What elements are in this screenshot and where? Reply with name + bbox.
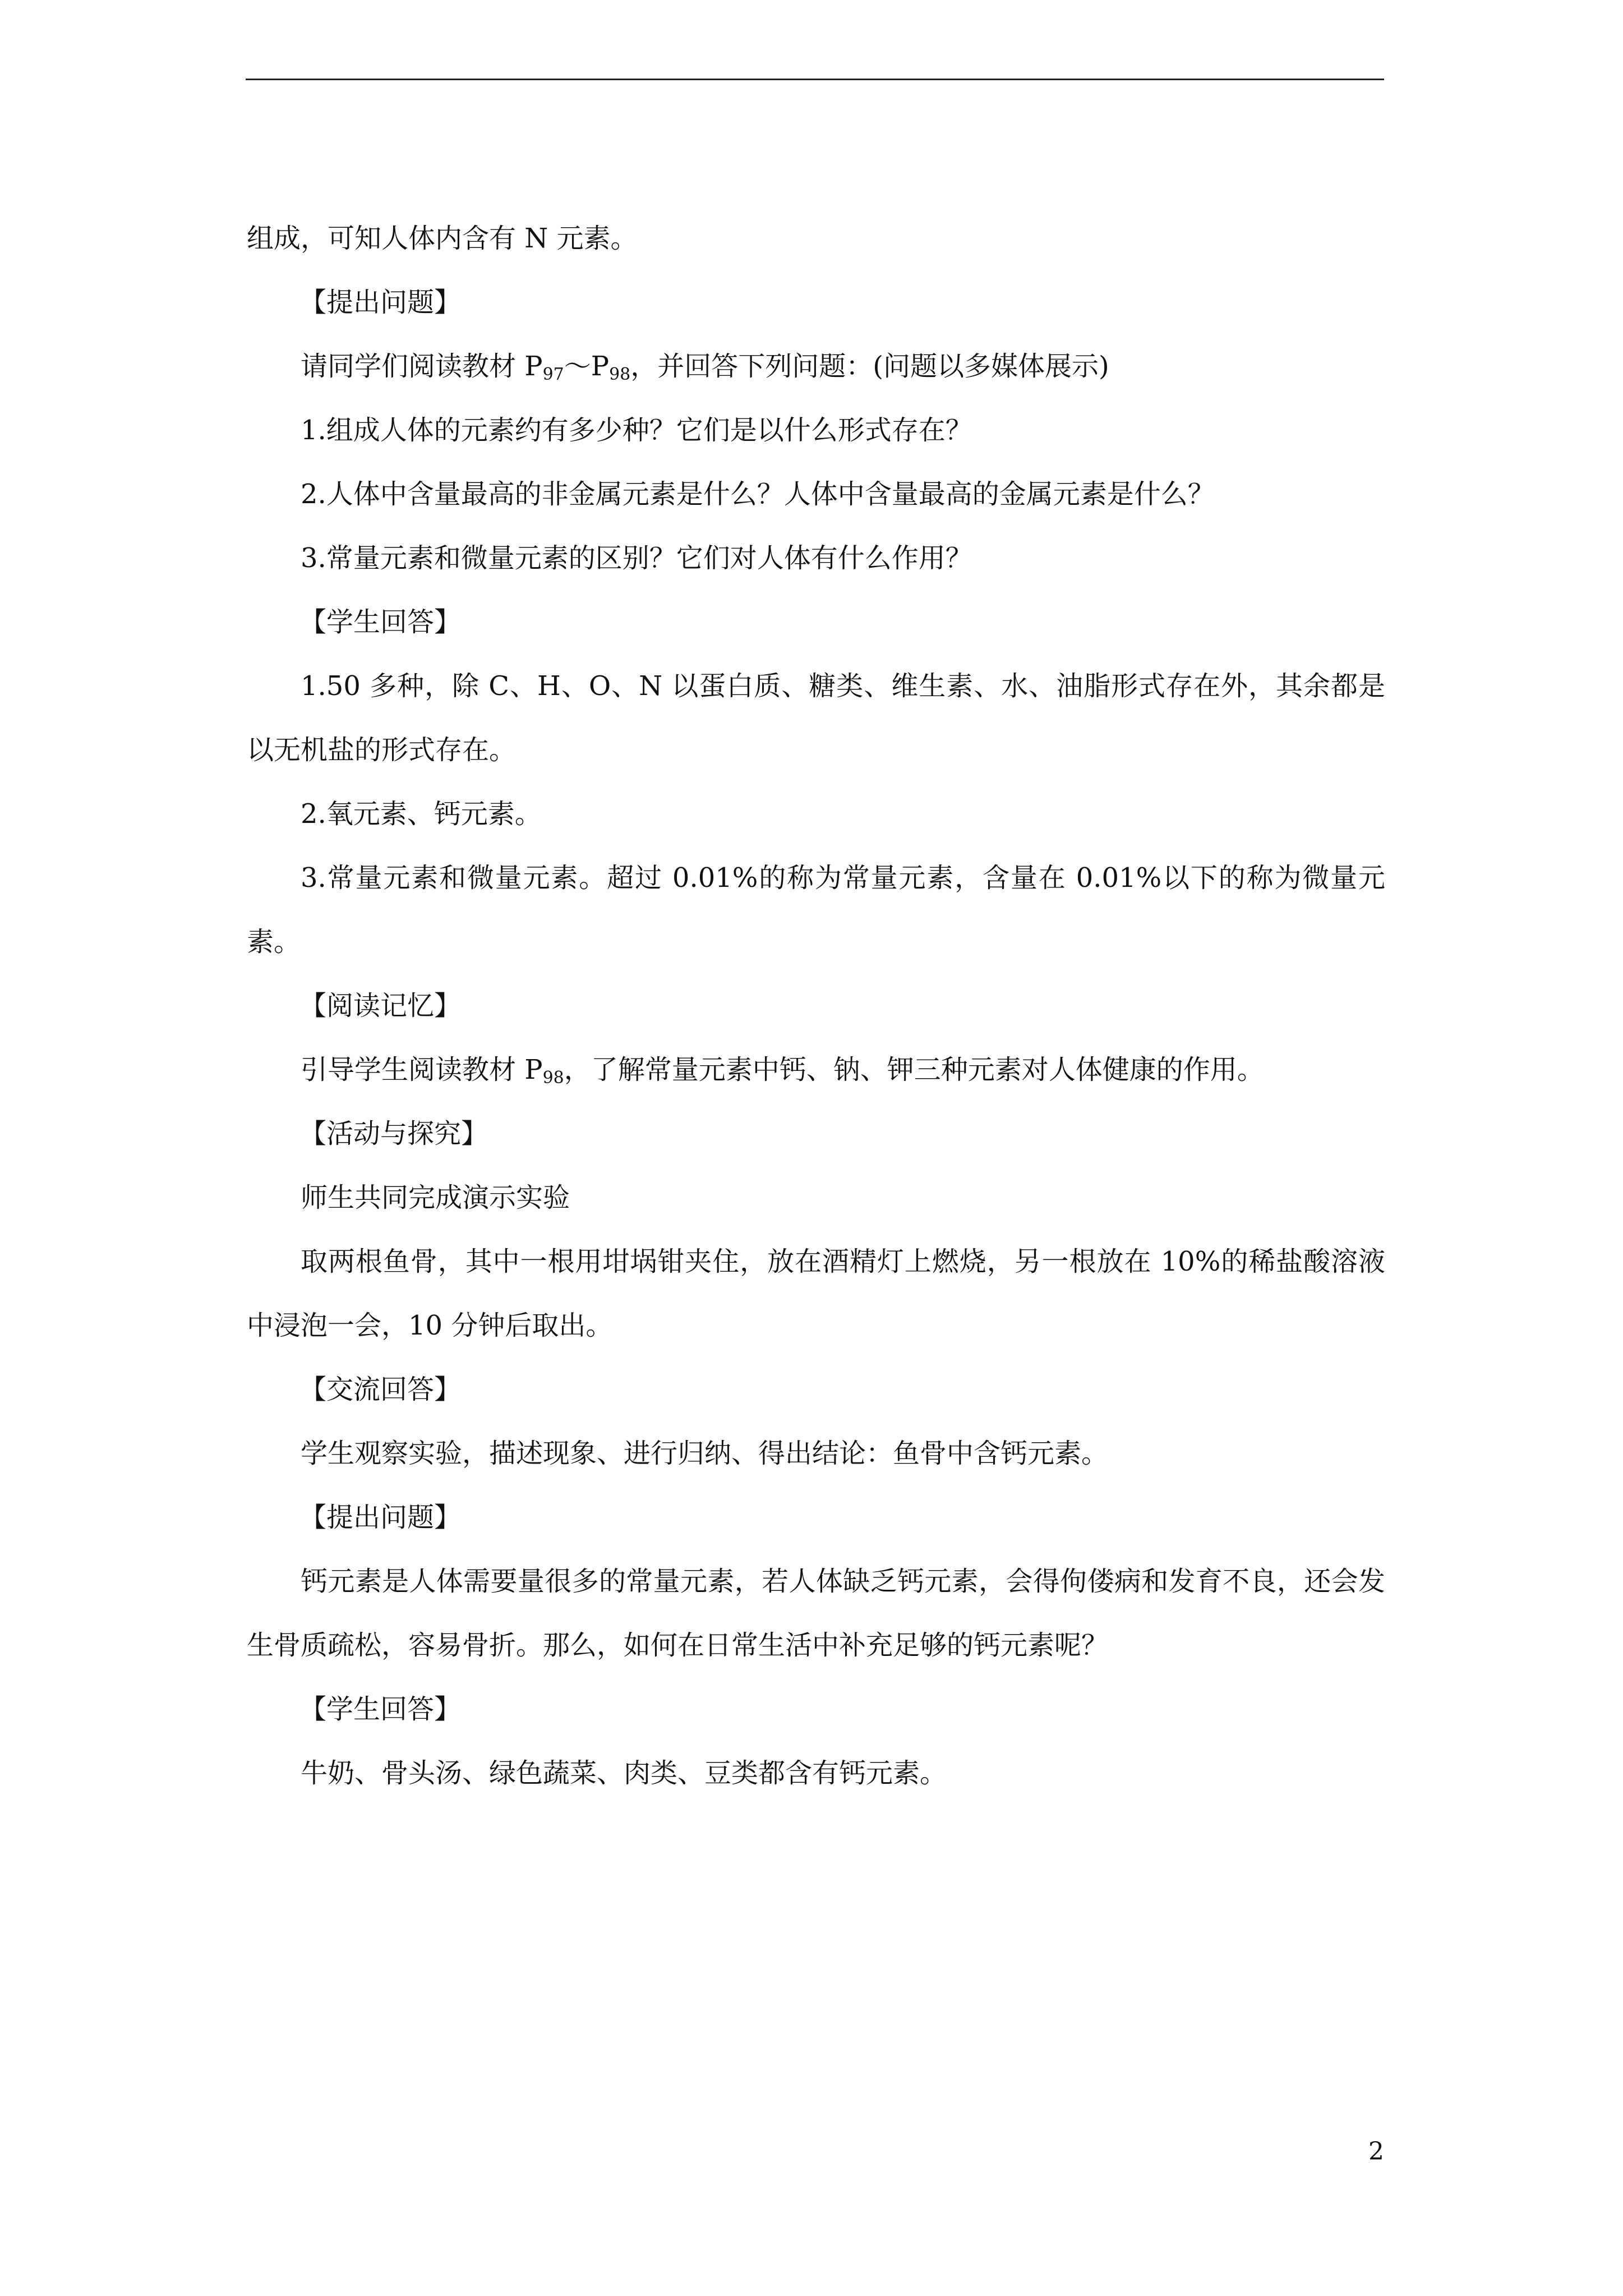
paragraph-calcium-question: 钙元素是人体需要量很多的常量元素，若人体缺乏钙元素，会得佝偻病和发育不良，还会发生骨质疏松，容易骨折。那么，如何在日常生活中补充足够的钙元素呢？ (247, 1566, 1385, 1661)
guided-reading-post: ，了解常量元素中钙、钠、钾三种元素对人体健康的作用。 (564, 1054, 1264, 1085)
document-body (247, 206, 1385, 1805)
page-subscript-98-b: 98 (542, 1068, 564, 1088)
paragraph-guided-reading (247, 1038, 1385, 1102)
reading-instruction-pre: 请同学们阅读教材 P (301, 351, 543, 382)
section-heading-ask-question: 【提出问题】 (299, 287, 462, 318)
answer-3: 3.常量元素和微量元素。超过 0.01%的称为常量元素，含量在 0.01%以下的称为微量元素。 (247, 862, 1385, 958)
question-1: 1.组成人体的元素约有多少种？它们是以什么形式存在？ (301, 415, 972, 446)
paragraph-calcium-sources: 牛奶、骨头汤、绿色蔬菜、肉类、豆类都含有钙元素。 (301, 1757, 947, 1789)
section-heading-activity-exploration: 【活动与探究】 (299, 1118, 488, 1149)
header-rule (246, 79, 1384, 80)
paragraph-reading-instruction (247, 334, 1385, 398)
reading-instruction-post: ，并回答下列问题：(问题以多媒体展示) (630, 351, 1109, 382)
section-heading-exchange-answer: 【交流回答】 (299, 1374, 462, 1405)
question-3: 3.常量元素和微量元素的区别？它们对人体有什么作用？ (301, 542, 972, 574)
answer-2: 2.氧元素、钙元素。 (301, 798, 542, 830)
section-heading-ask-question-2: 【提出问题】 (299, 1502, 462, 1533)
section-heading-reading-memory: 【阅读记忆】 (299, 990, 462, 1022)
page-number: 2 (1368, 2137, 1384, 2166)
paragraph-continuation: 组成，可知人体内含有 N 元素。 (247, 223, 638, 254)
section-heading-student-answer: 【学生回答】 (299, 606, 462, 638)
reading-instruction-mid: ～P (564, 351, 610, 382)
section-heading-student-answer-2: 【学生回答】 (299, 1694, 462, 1725)
paragraph-experiment-procedure: 取两根鱼骨，其中一根用坩埚钳夹住，放在酒精灯上燃烧，另一根放在 10%的稀盐酸溶液中浸泡一会，10 分钟后取出。 (247, 1246, 1385, 1341)
answer-1: 1.50 多种，除 C、H、O、N 以蛋白质、糖类、维生素、水、油脂形式存在外，其余都是以无机盐的形式存在。 (247, 670, 1385, 766)
paragraph-demo-experiment: 师生共同完成演示实验 (301, 1182, 570, 1213)
paragraph-observation-conclusion: 学生观察实验，描述现象、进行归纳、得出结论：鱼骨中含钙元素。 (301, 1438, 1109, 1469)
guided-reading-pre: 引导学生阅读教材 P (301, 1054, 543, 1085)
page-subscript-97: 97 (542, 365, 564, 384)
question-2: 2.人体中含量最高的非金属元素是什么？人体中含量最高的金属元素是什么？ (301, 478, 1215, 510)
page-subscript-98: 98 (609, 365, 631, 384)
